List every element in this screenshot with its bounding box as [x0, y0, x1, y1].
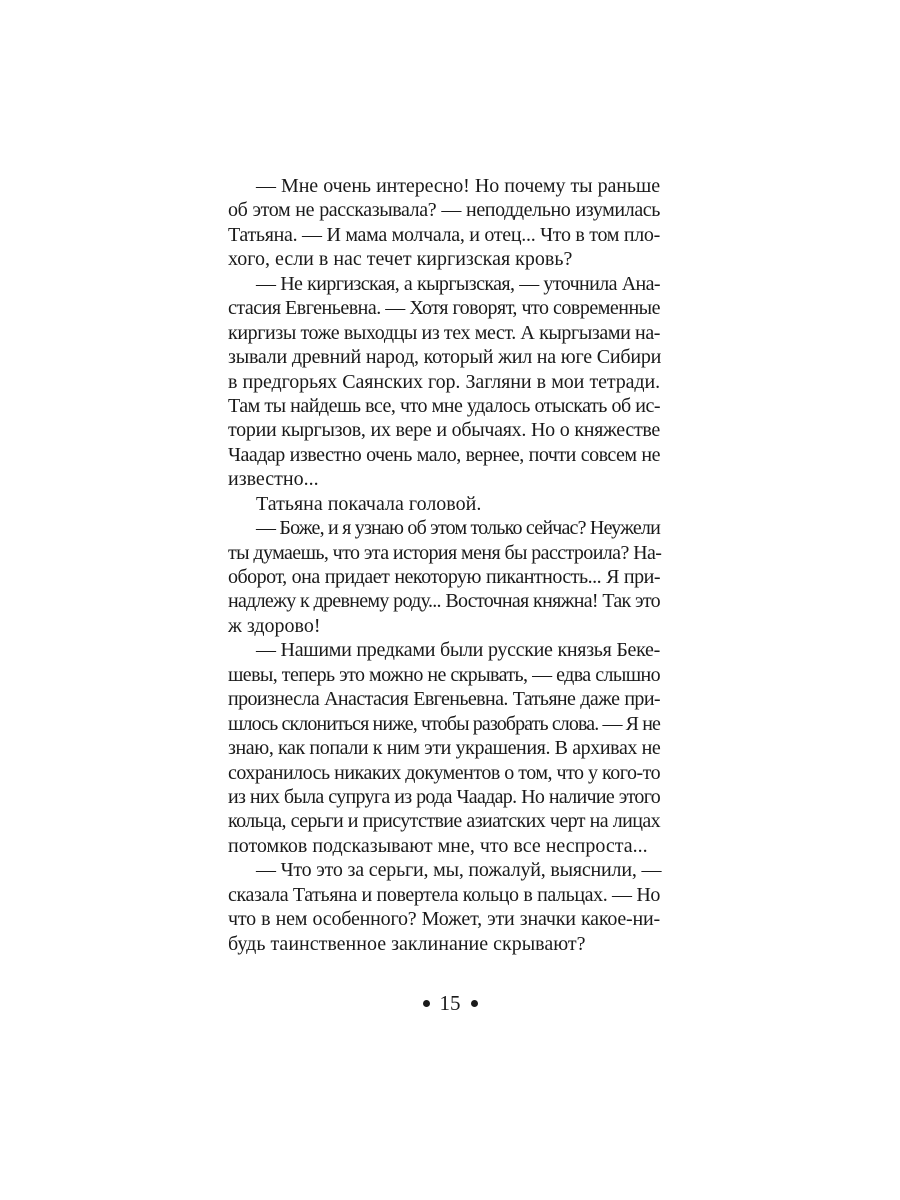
text-line: — Мне очень интересно! Но почему ты раньше — [256, 175, 660, 197]
text-line: произнесла Анастасия Евгеньевна. Татьяне даже при- — [228, 688, 660, 711]
text-line: киргизы тоже выходцы из тех мест. А кыргызами на- — [228, 321, 661, 344]
text-line: об этом не рассказывала? — неподдельно изумилась — [228, 199, 660, 222]
text-line: хого, если в нас течет киргизская кровь? — [228, 248, 573, 271]
text-line: оборот, она придает некоторую пикантность... Я при- — [228, 566, 660, 588]
text-line: шлось склониться ниже, чтобы разобрать слова. — Я не — [228, 712, 660, 735]
text-line: Татьяна покачала головой. — [256, 492, 482, 515]
text-line: известно... — [228, 468, 319, 491]
text-line: — Что это за серьги, мы, пожалуй, выяснили, — — [256, 859, 662, 882]
text-line: что в нем особенного? Может, эти значки какое-ни- — [228, 908, 660, 931]
text-line: надлежу к древнему роду... Восточная княжна! Так это — [228, 590, 660, 613]
text-line: сказала Татьяна и повертела кольцо в пальцах. — Но — [228, 883, 660, 906]
text-line: зывали древний народ, который жил на юге Сибири — [228, 346, 662, 369]
page-number: 15 — [439, 991, 461, 1015]
text-line: в предгорьях Саянских гор. Загляни в мои тетради. — [228, 370, 660, 393]
text-line: Чаадар известно очень мало, вернее, почти совсем не — [228, 443, 660, 466]
body-text — [228, 174, 660, 956]
bullet-left-icon — [423, 1000, 430, 1007]
text-line: сохранилось никаких документов о том, что у кого-то — [228, 761, 661, 784]
text-line: шевы, теперь это можно не скрывать, — едва слышно — [228, 663, 660, 686]
text-line: — Нашими предками были русские князья Беке- — [256, 639, 660, 662]
bullet-right-icon — [471, 1000, 478, 1007]
text-line: стасия Евгеньевна. — Хотя говорят, что современные — [228, 297, 660, 320]
text-line: из них была супруга из рода Чаадар. Но наличие этого — [228, 785, 660, 808]
text-line: Там ты найдешь все, что мне удалось отыскать об ис- — [228, 394, 660, 417]
text-line: — Не киргизская, а кыргызская, — уточнила Ана- — [256, 272, 660, 295]
text-line: знаю, как попали к ним эти украшения. В архивах не — [228, 737, 661, 760]
text-line: кольца, серьги и присутствие азиатских черт на лицах — [228, 810, 660, 833]
text-line: ж здорово! — [228, 614, 321, 637]
text-line: Татьяна. — И мама молчала, и отец... Что в том пло- — [228, 223, 660, 246]
text-line: будь таинственное заклинание скрывают? — [228, 932, 586, 955]
text-line: — Боже, и я узнаю об этом только сейчас? Неужели — [256, 517, 660, 540]
text-line: потомков подсказывают мне, что все неспроста... — [228, 834, 648, 857]
text-line: ты думаешь, что эта история меня бы расстроила? На- — [228, 541, 662, 564]
page-folio — [0, 989, 900, 1017]
text-line: тории кыргызов, их вере и обычаях. Но о княжестве — [228, 419, 660, 442]
